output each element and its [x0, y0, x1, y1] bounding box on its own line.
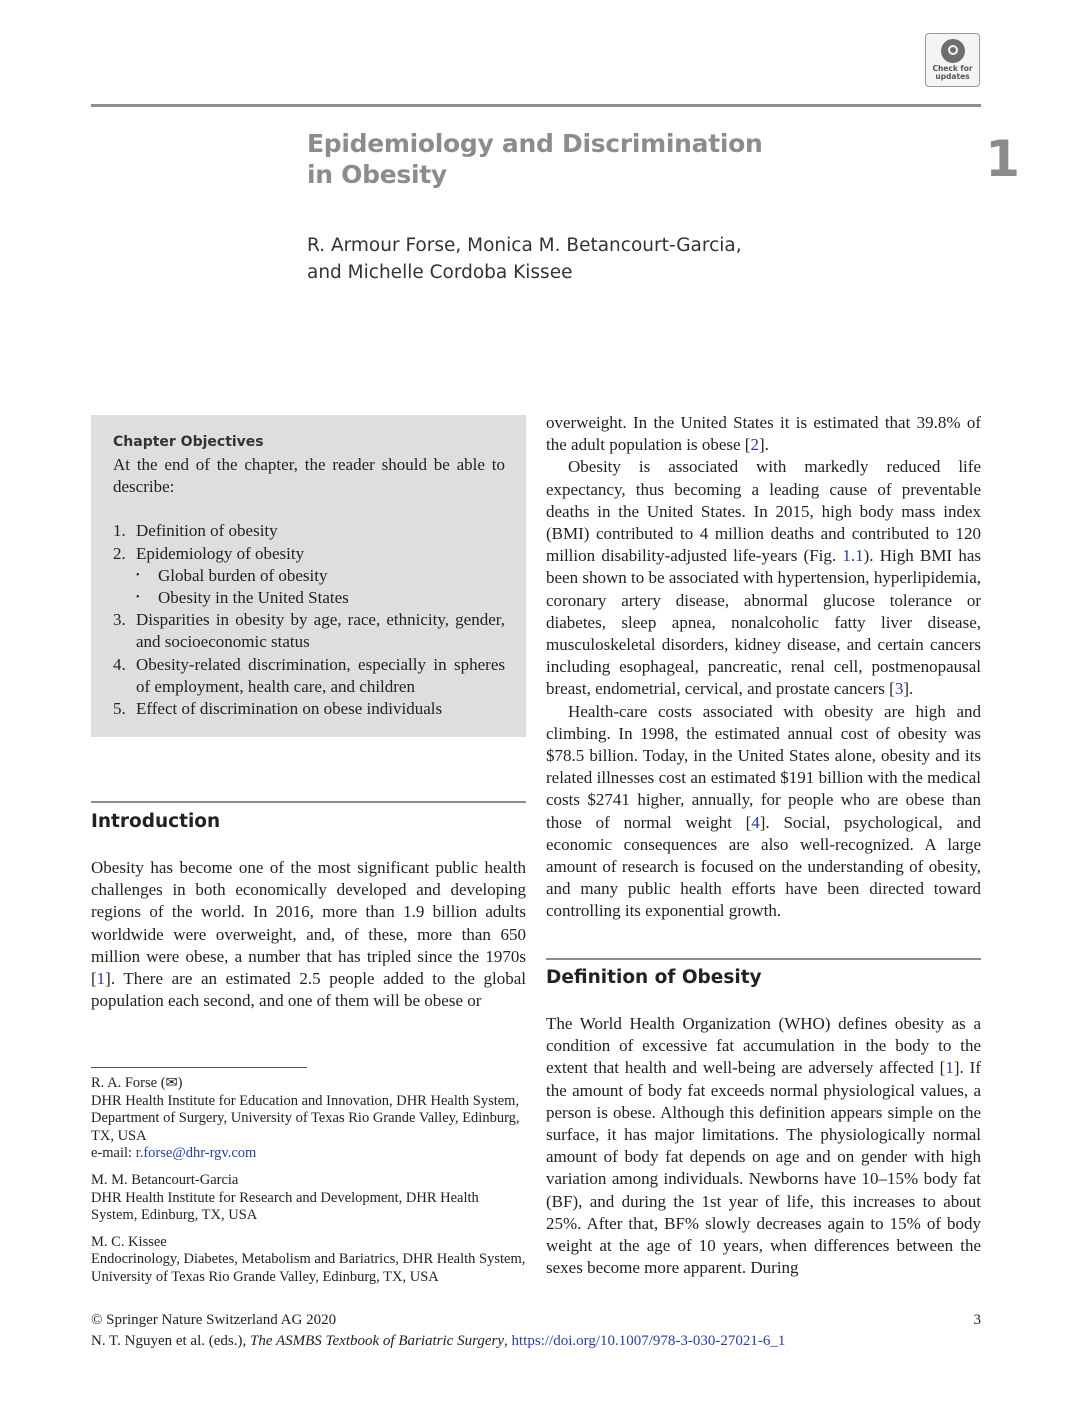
- paragraph: [546, 456, 981, 700]
- objective-item: [113, 609, 505, 653]
- definition-text: [546, 1013, 981, 1279]
- introduction-text: [91, 857, 526, 1012]
- doi-link[interactable]: https://doi.org/10.1007/978-3-030-27021-6_1: [511, 1333, 786, 1349]
- affiliation-email: [91, 1145, 526, 1163]
- text-run: overweight. In the United States it is estimated that 39.8% of the adult population is obese [: [546, 413, 981, 455]
- objective-item: [113, 698, 505, 720]
- chapter-title-line1: Epidemiology and Discrimination: [307, 129, 763, 158]
- check-for-updates-badge[interactable]: [925, 33, 980, 87]
- text-run: ].: [758, 435, 769, 455]
- right-column-text: [546, 412, 981, 923]
- objective-text: Obesity-related discrimination, especially in spheres of employment, health care, and children: [136, 654, 505, 696]
- email-label: e-mail:: [91, 1145, 136, 1162]
- top-divider: [91, 104, 981, 107]
- text-run: ]. There are an estimated 2.5 people added to the global population each second, and one of them will be obese or: [91, 969, 526, 1011]
- text-run: Obesity has become one of the most significant public health challenges in both economically developed and developing regions of the world. In 2016, more than 1.9 billion adults worldwide were overweight, and, of these, more than 650 million were obese, a number that has tripled since the 1970s [: [91, 858, 526, 989]
- update-icon: [941, 39, 965, 63]
- text-run: ]. If the amount of body fat exceeds normal physiological values, a person is obese. Although this definition appears simple on the surface, it has major limitations. The physiologically normal amount of body fat depends on age and on gender with high variation among individuals. Newborns have 10–15% body fat (BF), and during the 1st year of life, this increases to about 25%. After that, BF% slowly decreases again to 15% of body weight at the age of 10 years, when differences between the sexes become more apparent. During: [546, 1058, 982, 1278]
- chapter-title-line2: in Obesity: [307, 160, 447, 189]
- objective-item: [113, 543, 505, 565]
- page-footer: [91, 1310, 981, 1352]
- book-title: The ASMBS Textbook of Bariatric Surgery: [250, 1333, 505, 1349]
- text-run: Health-care costs associated with obesity are high and climbing. In 1998, the estimated annual cost of obesity was $78.5 billion. Today, in the United States alone, obesity and its related illnesses cost an estimated $191 billion with the medical costs $2741 higher, annually, for people who are obese than those of normal weight [: [546, 701, 981, 832]
- citation-link[interactable]: 2: [750, 435, 759, 455]
- objective-item: [113, 654, 505, 698]
- separator-text: ,: [504, 1333, 512, 1349]
- objectives-heading: Chapter Objectives: [113, 434, 264, 450]
- affiliation-address: Endocrinology, Diabetes, Metabolism and Bariatrics, DHR Health System, University of Texas Rio Grande Valley, Edinburg, TX, USA: [91, 1251, 526, 1285]
- objective-text: Effect of discrimination on obese individuals: [136, 699, 443, 719]
- objective-text: Definition of obesity: [136, 521, 278, 541]
- paragraph: [546, 412, 981, 456]
- page-number: 3: [973, 1312, 981, 1328]
- text-run: Obesity is associated with markedly reduced life expectancy, thus becoming a leading cause of preventable deaths in the United States. In 2015, high body mass index (BMI) contributed to 4 million deaths and contributed to 120 million disability-adjusted life-years (Fig.: [546, 457, 981, 566]
- chapter-authors: [307, 232, 777, 286]
- affiliation-address: DHR Health Institute for Education and Innovation, DHR Health System, Department of Surgery, University of Texas Rio Grande Valley, Edinburg, TX, USA: [91, 1092, 520, 1144]
- bullet-icon: •: [136, 569, 140, 581]
- citation-line: [91, 1331, 981, 1352]
- definition-heading: Definition of Obesity: [546, 967, 762, 988]
- objective-number: 5.: [113, 699, 126, 719]
- objective-text: Disparities in obesity by age, race, ethnicity, gender, and socioeconomic status: [136, 610, 505, 652]
- affiliation-name: M. M. Betancourt-Garcia: [91, 1171, 239, 1188]
- bullet-icon: •: [136, 592, 140, 604]
- copyright-line: © Springer Nature Switzerland AG 2020: [91, 1312, 337, 1328]
- objective-subitem: [113, 565, 505, 587]
- authors-line2: and Michelle Cordoba Kissee: [307, 262, 573, 283]
- citation-link[interactable]: 3: [894, 679, 904, 699]
- introduction-paragraph: [91, 857, 526, 1012]
- affiliations: [91, 1075, 526, 1296]
- affiliation-address: DHR Health Institute for Research and Development, DHR Health System, Edinburg, TX, USA: [91, 1189, 479, 1224]
- chapter-number: 1: [985, 130, 1020, 188]
- objective-item: [113, 520, 505, 542]
- text-run: ].: [903, 679, 914, 699]
- citation-link[interactable]: 4: [751, 812, 760, 832]
- objective-number: 4.: [113, 654, 126, 674]
- paragraph: [546, 1013, 981, 1279]
- figure-link[interactable]: 1.1: [842, 546, 864, 566]
- email-link[interactable]: r.forse@dhr-rgv.com: [135, 1145, 257, 1162]
- objectives-list: [113, 520, 505, 720]
- citation-link[interactable]: 1: [96, 969, 106, 989]
- definition-rule: [546, 958, 981, 960]
- introduction-rule: [91, 801, 526, 803]
- text-run: ]. Social, psychological, and economic consequences are also well-recognized. A large amount of research is focused on the understanding of obesity, and many public health efforts have been directed toward controlling its exponential growth.: [546, 812, 981, 921]
- affiliation-name: R. A. Forse (✉): [91, 1075, 183, 1091]
- introduction-heading: Introduction: [91, 811, 221, 832]
- badge-line1: Check for: [932, 64, 973, 73]
- affiliation-name: M. C. Kissee: [91, 1233, 167, 1250]
- text-run: ). High BMI has been shown to be associated with hypertension, hyperlipidemia, coronary artery disease, abnormal glucose tolerance or diabetes, sleep apnea, nonalcoholic fatty liver disease, musculoskeletal disorders, kidney disease, and certain cancers including esophageal, pancreatic, renal cell, postmenopausal breast, endometrial, cervical, and prostate cancers [: [546, 546, 981, 699]
- badge-line2: updates: [935, 72, 970, 81]
- chapter-title: [307, 128, 867, 190]
- objective-text: Epidemiology of obesity: [136, 543, 305, 563]
- objective-number: 2.: [113, 543, 126, 563]
- objective-subitem: [113, 587, 505, 609]
- citation-link[interactable]: 1: [945, 1058, 954, 1078]
- affiliation-entry: [91, 1234, 526, 1287]
- editors-text: N. T. Nguyen et al. (eds.),: [91, 1333, 250, 1349]
- authors-line1: R. Armour Forse, Monica M. Betancourt-Garcia,: [307, 235, 742, 256]
- objectives-intro: At the end of the chapter, the reader should be able to describe:: [113, 455, 505, 497]
- affiliation-entry: [91, 1075, 526, 1163]
- objective-number: 3.: [113, 610, 126, 630]
- paragraph: [546, 701, 981, 923]
- chapter-objectives-box: [91, 415, 526, 737]
- objective-text: Obesity in the United States: [158, 588, 349, 608]
- affiliation-entry: [91, 1172, 526, 1225]
- affiliations-rule: [91, 1067, 307, 1068]
- objective-number: 1.: [113, 521, 126, 541]
- objective-text: Global burden of obesity: [158, 565, 328, 585]
- text-run: The World Health Organization (WHO) defines obesity as a condition of excessive fat accumulation in the body to the extent that health and well-being are adversely affected [: [546, 1014, 981, 1078]
